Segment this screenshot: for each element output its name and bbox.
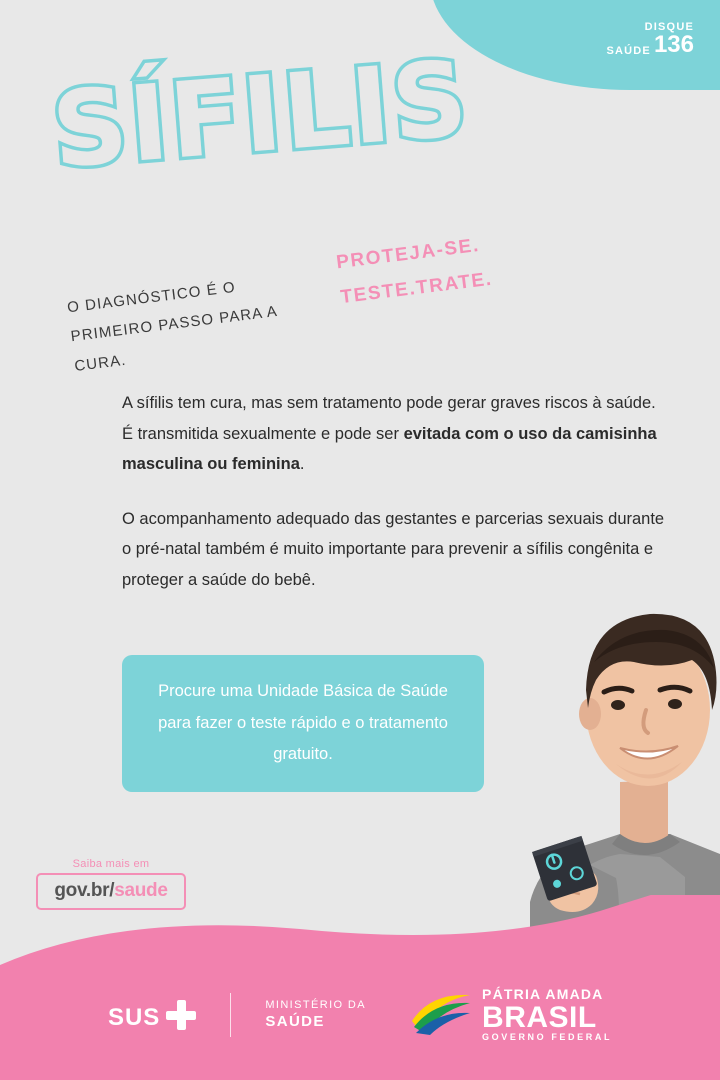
ministry-logo [265, 999, 366, 1032]
govbr-suffix: saude [114, 880, 168, 901]
government-text [482, 987, 612, 1043]
subtitle: O DIAGNÓSTICO É O PRIMEIRO PASSO PARA A CURA. [66, 278, 279, 375]
page-title: SÍFILIS [47, 37, 474, 192]
footer-logos [0, 980, 720, 1050]
ministry-line-1: MINISTÉRIO DA [265, 998, 367, 1011]
hotline-label-line2: SAÚDE [606, 45, 651, 57]
body-p1-part2: . [299, 455, 305, 474]
title-wrapper [47, 37, 486, 192]
tagline [334, 227, 494, 315]
footer-divider [230, 993, 231, 1037]
hotline-number: 136 [653, 31, 694, 58]
ministry-line-2: SAÚDE [265, 1012, 325, 1030]
tagline-line-2: TESTE.TRATE. [339, 268, 494, 309]
sus-label: SUS [107, 1004, 161, 1031]
governo-federal-label: GOVERNO FEDERAL [482, 1032, 613, 1043]
callout-text: Procure uma Unidade Básica de Saúde para fazer o teste rápido e o tratamento gratuito. [158, 682, 448, 764]
body-paragraph-2: O acompanhamento adequado das gestantes e parcerias sexuais durante o pré-natal também é muito importante para prevenir a sífilis congênita e proteger a saúde do bebê. [122, 509, 665, 589]
hotline-badge [606, 22, 694, 57]
brazil-flag-icon [410, 991, 472, 1040]
body-paragraph-1 [122, 388, 668, 480]
body-p1-bold: evitada com o uso da camisinha masculina ou feminina [122, 424, 657, 474]
patria-amada-label: PÁTRIA AMADA [482, 986, 604, 1003]
govbr-prefix: gov.br/ [54, 880, 115, 901]
saiba-mais-label: Saiba mais em [72, 858, 150, 870]
callout-box [122, 655, 484, 792]
cross-icon [166, 1000, 196, 1030]
hotline-label-line1: DISQUE [644, 21, 694, 33]
brasil-label: BRASIL [482, 1000, 597, 1034]
government-logo [410, 987, 612, 1043]
body-p1-part1: A sífilis tem cura, mas sem tratamento pode gerar graves riscos à saúde. É transmitida sexualmente e pode ser [122, 394, 656, 443]
sus-logo [108, 1000, 196, 1030]
tagline-line-1: PROTEJA-SE. [335, 234, 481, 274]
